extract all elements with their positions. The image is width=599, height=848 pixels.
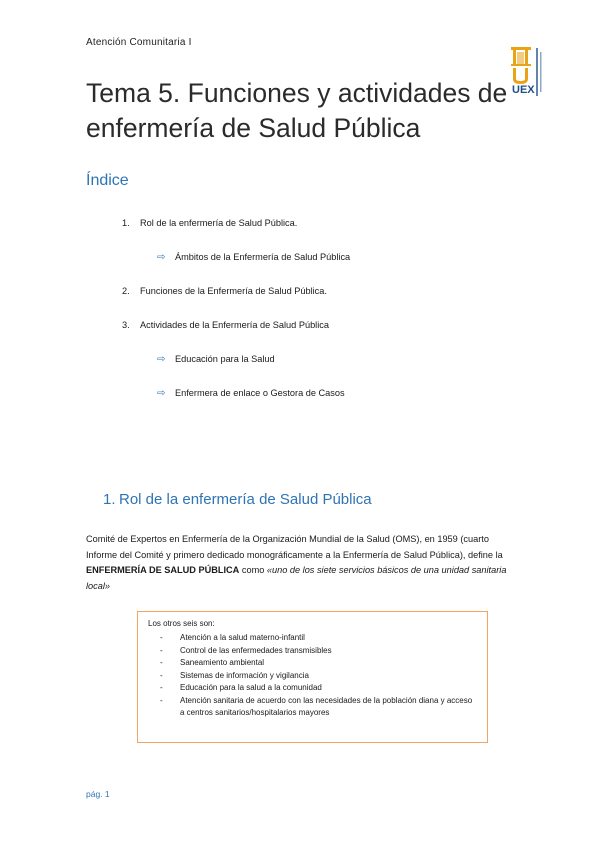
logo-text: UEX <box>512 84 535 96</box>
arrow-right-icon: ⇨ <box>157 252 166 263</box>
list-item: - Atención sanitaria de acuerdo con las necesidades de la población diana y acceso a centros sanitarios/hospitalarios mayores <box>160 695 473 717</box>
toc-item[interactable] <box>122 286 327 296</box>
toc-number: 1. <box>122 218 130 228</box>
page-title: Tema 5. Funciones y actividades de enfermería de Salud Pública <box>86 78 508 143</box>
toc-subitem[interactable] <box>157 252 350 263</box>
toc-subitem[interactable] <box>157 388 345 399</box>
body-paragraph <box>86 532 522 594</box>
toc-label: Educación para la Salud <box>175 354 275 364</box>
arrow-right-icon: ⇨ <box>157 388 166 399</box>
paragraph-bold: ENFERMERÍA DE SALUD PÚBLICA <box>86 565 240 575</box>
list-item: - Saneamiento ambiental <box>160 658 265 667</box>
toc-label: Rol de la enfermería de Salud Pública. <box>140 218 298 228</box>
paragraph-text: como <box>239 565 267 575</box>
arrow-right-icon: ⇨ <box>157 354 166 365</box>
box-list <box>148 632 477 720</box>
index-heading: Índice <box>86 172 129 189</box>
toc-label: Enfermera de enlace o Gestora de Casos <box>175 388 345 398</box>
toc-label: Ámbitos de la Enfermería de Salud Pública <box>175 252 351 262</box>
highlight-box <box>137 611 488 743</box>
toc-number: 2. <box>122 286 130 296</box>
paragraph-quote: «uno de los siete servicios básicos de una unidad sanitaria local» <box>86 565 507 591</box>
toc-item[interactable] <box>122 218 297 228</box>
paragraph-text: Comité de Expertos en Enfermería de la Organización Mundial de la Salud (OMS), en 1959 (cuarto Informe del Comité y primero dedicado monográficamente a la Enfermería de Salud Pública), define la <box>86 534 503 560</box>
section-title: Rol de la enfermería de Salud Pública <box>119 491 372 508</box>
box-title: Los otros seis son: <box>148 619 215 628</box>
list-item: - Educación para la salud a la comunidad <box>160 683 322 692</box>
toc-label: Actividades de la Enfermería de Salud Pública <box>140 320 329 330</box>
list-item: - Control de las enfermedades transmisibles <box>160 645 332 655</box>
list-item: - Sistemas de información y vigilancia <box>160 670 309 680</box>
toc-subitem[interactable] <box>157 354 275 365</box>
toc-number: 3. <box>122 320 130 330</box>
toc-label: Funciones de la Enfermería de Salud Pública. <box>140 286 327 296</box>
page-number: pág. 1 <box>86 789 110 799</box>
list-item: - Atención a la salud materno-infantil <box>160 633 305 642</box>
section-heading <box>103 491 372 508</box>
section-number: 1. <box>103 491 116 508</box>
toc-item[interactable] <box>122 320 329 330</box>
page-header: Atención Comunitaria I <box>86 37 192 48</box>
